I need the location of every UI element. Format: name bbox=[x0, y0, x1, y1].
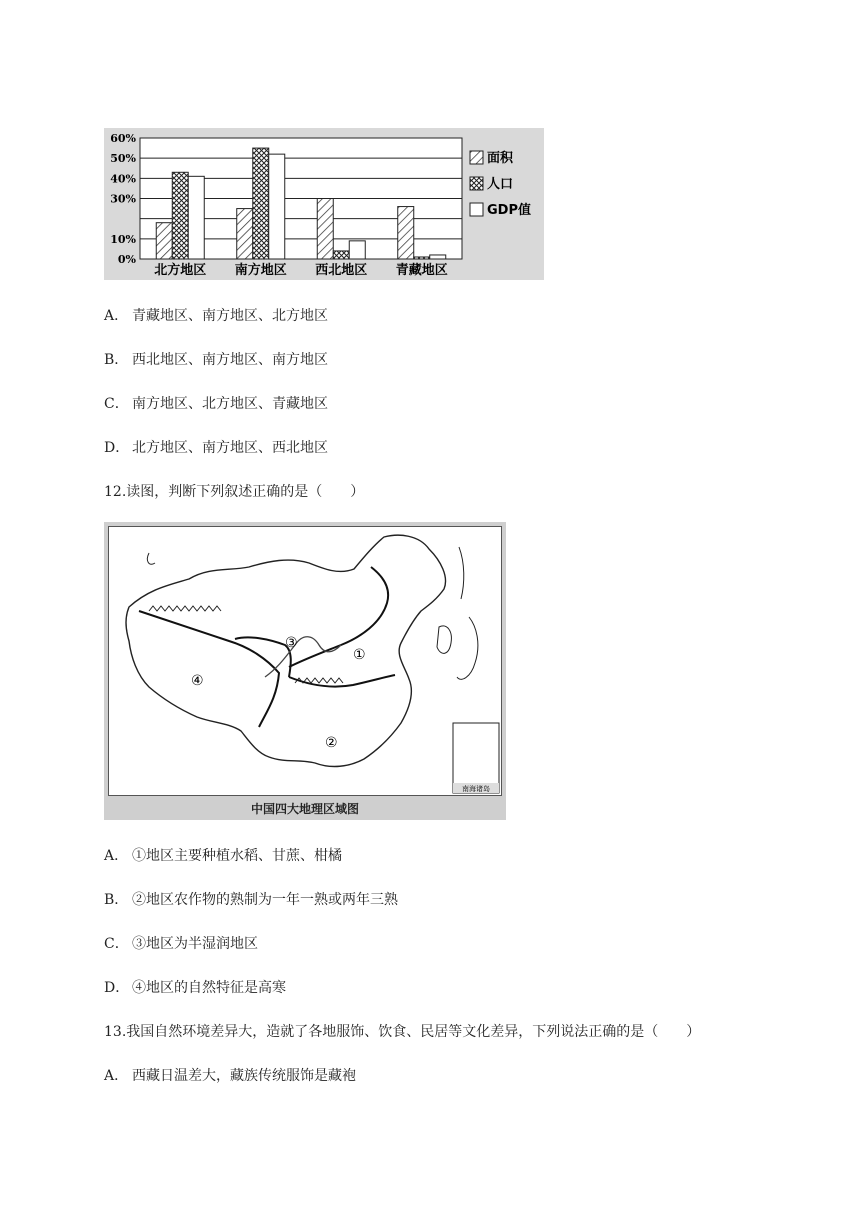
option-text: 南方地区、北方地区、青藏地区 bbox=[132, 396, 328, 412]
bar-hatch bbox=[237, 209, 253, 259]
option-letter: A． bbox=[104, 1068, 129, 1084]
legend-label: GDP值 bbox=[487, 203, 531, 218]
bar-blank bbox=[349, 241, 365, 259]
option-letter: B． bbox=[104, 352, 129, 368]
boundary-north-northwest bbox=[289, 567, 388, 667]
inset-caption: 南海诸岛 bbox=[462, 785, 490, 793]
y-tick-label: 0% bbox=[117, 253, 136, 266]
coast-top-left bbox=[147, 553, 155, 564]
option-text: 青藏地区、南方地区、北方地区 bbox=[132, 308, 328, 324]
q11-option-c[interactable] bbox=[104, 393, 328, 413]
bar-chart bbox=[104, 128, 544, 280]
mountain-kunlun bbox=[149, 606, 221, 611]
q11-option-a[interactable] bbox=[104, 305, 328, 325]
bar-blank bbox=[430, 255, 446, 259]
y-tick-label: 40% bbox=[110, 172, 136, 186]
china-regions-map bbox=[104, 522, 506, 820]
korea-outline bbox=[437, 626, 451, 653]
region-label-1: ① bbox=[353, 647, 366, 663]
option-text: ④地区的自然特征是高寒 bbox=[132, 980, 286, 996]
y-tick-label: 50% bbox=[110, 152, 136, 166]
option-text: ①地区主要种植水稻、甘蔗、柑橘 bbox=[132, 848, 342, 864]
legend-swatch bbox=[470, 177, 483, 190]
option-letter: C． bbox=[104, 396, 129, 412]
x-tick-label: 北方地区 bbox=[154, 263, 207, 278]
map-svg bbox=[109, 527, 503, 797]
option-letter: D． bbox=[104, 980, 130, 996]
q12-option-d[interactable] bbox=[104, 977, 286, 997]
region-label-4: ④ bbox=[191, 673, 204, 689]
q12-option-c[interactable] bbox=[104, 933, 258, 953]
bar-hatch bbox=[156, 223, 172, 259]
map-frame bbox=[108, 526, 502, 796]
region-label-3: ③ bbox=[285, 635, 298, 651]
bar-hatch bbox=[398, 207, 414, 259]
bar-crosshatch bbox=[253, 148, 269, 259]
q11-option-d[interactable] bbox=[104, 437, 328, 457]
option-letter: B． bbox=[104, 892, 129, 908]
mountain-qinling bbox=[295, 678, 343, 683]
option-text: ②地区农作物的熟制为一年一熟或两年三熟 bbox=[132, 892, 398, 908]
inset-frame bbox=[453, 723, 499, 793]
bar-blank bbox=[188, 176, 204, 259]
q11-option-b[interactable] bbox=[104, 349, 328, 369]
q12-option-a[interactable] bbox=[104, 845, 342, 865]
bar-crosshatch bbox=[414, 257, 430, 259]
option-letter: C． bbox=[104, 936, 129, 952]
option-text: 西藏日温差大，藏族传统服饰是藏袍 bbox=[132, 1068, 356, 1084]
japan-outline bbox=[457, 617, 478, 679]
q13-stem: 13.我国自然环境差异大，造就了各地服饰、饮食、民居等文化差异，下列说法正确的是（ ） bbox=[104, 1024, 701, 1040]
bar-blank bbox=[269, 154, 285, 259]
bar-hatch bbox=[317, 199, 333, 260]
y-tick-label: 60% bbox=[110, 132, 136, 145]
legend-label: 面积 bbox=[487, 151, 514, 166]
sakhalin-outline bbox=[459, 547, 464, 599]
option-letter: A． bbox=[104, 848, 129, 864]
option-text: ③地区为半湿润地区 bbox=[132, 936, 258, 952]
x-tick-label: 青藏地区 bbox=[395, 263, 448, 278]
y-tick-label: 10% bbox=[110, 232, 136, 246]
legend-swatch bbox=[470, 151, 483, 164]
x-tick-label: 南方地区 bbox=[234, 263, 287, 278]
region-label-2: ② bbox=[325, 735, 338, 751]
option-letter: A． bbox=[104, 308, 129, 324]
legend-swatch bbox=[470, 203, 483, 216]
bar-crosshatch bbox=[172, 172, 188, 259]
chart-svg bbox=[104, 128, 544, 280]
legend-label: 人口 bbox=[487, 177, 514, 192]
option-text: 西北地区、南方地区、南方地区 bbox=[132, 352, 328, 368]
q12-option-b[interactable] bbox=[104, 889, 398, 909]
x-tick-label: 西北地区 bbox=[315, 263, 368, 278]
q13-option-a[interactable] bbox=[104, 1065, 356, 1085]
y-tick-label: 30% bbox=[110, 192, 136, 206]
boundary-tibet bbox=[139, 611, 279, 727]
bar-crosshatch bbox=[333, 251, 349, 259]
option-letter: D． bbox=[104, 440, 130, 456]
option-text: 北方地区、南方地区、西北地区 bbox=[132, 440, 328, 456]
q12-stem: 12.读图，判断下列叙述正确的是（ ） bbox=[104, 484, 365, 500]
map-caption: 中国四大地理区域图 bbox=[250, 802, 359, 816]
